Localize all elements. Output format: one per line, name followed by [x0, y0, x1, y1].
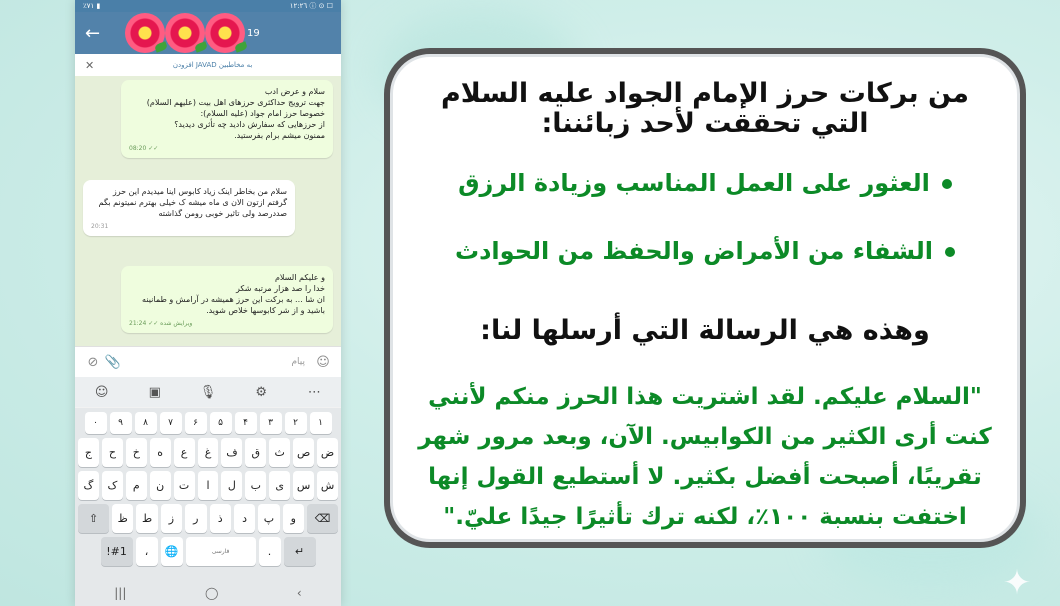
add-contact-link[interactable]: افزودن JAVAD به مخاطبین [172, 61, 253, 69]
message-line: ان شا ... به برکت این حرز همیشه در آرامش و طمانینه باشید و از شر کابوسها خلاص شوید. [142, 295, 325, 315]
key[interactable]: د [234, 504, 255, 533]
benefit-item [393, 169, 1017, 197]
paperclip-icon[interactable]: 📎 [104, 354, 122, 370]
benefit-text: العثور على العمل المناسب وزيادة الرزق [458, 169, 930, 197]
key[interactable]: ف [221, 438, 242, 467]
key[interactable]: ۵ [210, 412, 232, 434]
message-line: جهت ترویج حداکثری حرزهای اهل بیت (علیهم السلام) خصوصا حرز امام جواد (علیه السلام): [146, 98, 325, 118]
keyboard-row-1 [78, 438, 338, 467]
message-input[interactable]: پیام [291, 357, 305, 367]
message-line: ممنون میشم برام بفرستید. [234, 131, 325, 140]
phone-screenshot [75, 0, 341, 606]
key[interactable]: ط [136, 504, 157, 533]
microphone-icon[interactable]: 🎙 [199, 384, 217, 400]
back-nav-icon[interactable]: ‹ [296, 586, 302, 600]
key[interactable]: و [283, 504, 304, 533]
keyboard-row-2 [78, 471, 338, 500]
card-title-line: التي تحققت لأحد زبائننا: [541, 108, 869, 139]
hibiscus-stickers [125, 13, 245, 53]
language-icon[interactable]: 🌐 [161, 537, 183, 566]
message-bubble-incoming[interactable] [83, 180, 295, 236]
status-clock: ١٢:٢٦ ⓘ ⊙ ☐ [289, 2, 333, 10]
space-key[interactable]: فارسی [186, 537, 256, 566]
add-contact-bar [75, 54, 341, 77]
key[interactable]: ع [174, 438, 195, 467]
key[interactable]: ۸ [135, 412, 157, 434]
backspace-key[interactable]: ⌫ [307, 504, 338, 533]
key[interactable]: ا [198, 471, 219, 500]
testimonial-card [390, 54, 1020, 542]
key[interactable]: ۱ [310, 412, 332, 434]
keyboard-row-4 [78, 537, 338, 566]
key[interactable]: گ [78, 471, 99, 500]
message-line: سلام من بخاطر اینک زیاد کابوس اینا میدیدم این حرز گرفتم ازتون الان ی ماه میشه ک خیلی بهترم نمیتونم بگم صددرصد ولی تاثیر خوبی رومن گذاشته [98, 187, 287, 218]
key[interactable]: ه [150, 438, 171, 467]
key[interactable]: ص [293, 438, 314, 467]
emoji-icon[interactable]: ☺ [316, 354, 330, 370]
message-time: 21:24 ✓✓ ویرایش شده [129, 320, 193, 327]
chat-header [75, 12, 341, 54]
key[interactable]: ی [269, 471, 290, 500]
benefit-text: الشفاء من الأمراض والحفظ من الحوادث [455, 237, 933, 265]
key[interactable]: م [126, 471, 147, 500]
customer-quote: "السلام عليكم. لقد اشتريت هذا الحرز منكم لأنني كنت أرى الكثير من الكوابيس. الآن، وبعد مرور شهر تقريبًا، أصبحت أفضل بكثير. لا أستطيع القول إنها اختفت بنسبة ١٠٠٪، لكنه ترك تأثيرًا جيدًا عليّ." [418, 384, 992, 530]
testimonial-card-frame [384, 48, 1026, 548]
settings-icon[interactable]: ⚙ [255, 384, 267, 400]
more-icon[interactable]: ⋯ [307, 384, 321, 400]
header-title[interactable]: 19 [247, 27, 260, 39]
benefit-item [393, 237, 1017, 265]
keyboard-row-3 [78, 504, 338, 533]
message-heading: وهذه هي الرسالة التي أرسلها لنا: [480, 315, 930, 346]
key[interactable]: ب [245, 471, 266, 500]
key[interactable]: خ [126, 438, 147, 467]
key[interactable]: ز [161, 504, 182, 533]
recent-apps-icon[interactable]: ||| [114, 586, 127, 600]
key[interactable]: ۳ [260, 412, 282, 434]
close-icon[interactable]: ✕ [85, 58, 95, 72]
message-line: خدا را صد هزار مرتبه شکر [235, 284, 325, 293]
key[interactable]: ذ [210, 504, 231, 533]
key[interactable]: ق [245, 438, 266, 467]
attach-icon[interactable]: ⊘ [87, 354, 99, 370]
status-bar [75, 0, 341, 12]
shift-key[interactable]: ⇧ [78, 504, 109, 533]
key[interactable]: ض [317, 438, 338, 467]
key[interactable]: س [293, 471, 314, 500]
home-icon[interactable]: ◯ [204, 586, 219, 600]
card-title [393, 79, 1017, 139]
keyboard [75, 408, 341, 580]
dot-key[interactable]: . [259, 537, 281, 566]
android-nav-bar [75, 580, 341, 606]
keyboard-number-row [78, 412, 338, 434]
message-bubble-outgoing[interactable] [121, 266, 333, 333]
hibiscus-icon [205, 13, 245, 53]
key[interactable]: ش [317, 471, 338, 500]
key[interactable]: ۰ [85, 412, 107, 434]
key[interactable]: ۲ [285, 412, 307, 434]
key[interactable]: غ [198, 438, 219, 467]
key[interactable]: ۴ [235, 412, 257, 434]
key[interactable]: ث [269, 438, 290, 467]
chat-area[interactable] [75, 76, 341, 346]
message-line: از حرزهایی که سفارش دادید چه تأثری دیدید؟ [174, 120, 325, 129]
key[interactable]: ر [185, 504, 206, 533]
key[interactable]: ج [78, 438, 99, 467]
sticker-icon[interactable]: ▣ [148, 384, 161, 400]
bullet-icon [942, 179, 952, 189]
key[interactable]: ح [102, 438, 123, 467]
key[interactable]: ت [174, 471, 195, 500]
key[interactable]: ک [102, 471, 123, 500]
key[interactable]: ۷ [160, 412, 182, 434]
bullet-icon [945, 247, 955, 257]
message-line: و علیکم السلام [274, 273, 325, 282]
message-line: سلام و عرض ادب [264, 87, 325, 96]
enter-key[interactable]: ↵ [284, 537, 316, 566]
back-arrow-icon[interactable]: ← [85, 22, 101, 44]
key[interactable]: ۶ [185, 412, 207, 434]
key[interactable]: ن [150, 471, 171, 500]
message-time: 08:20 ✓✓ [129, 145, 159, 152]
key[interactable]: ۹ [110, 412, 132, 434]
comma-key[interactable]: ، [136, 537, 158, 566]
message-bubble-outgoing[interactable] [121, 80, 333, 158]
message-input-row [75, 346, 341, 377]
keyboard-toolbar [75, 377, 341, 407]
key[interactable]: ظ [112, 504, 133, 533]
sparkle-icon: ✦ [1002, 563, 1032, 603]
key[interactable]: پ [258, 504, 279, 533]
card-title-line: من بركات حرز الإمام الجواد عليه السلام [440, 78, 970, 109]
symbols-key[interactable]: !#1 [101, 537, 133, 566]
hibiscus-icon [125, 13, 165, 53]
emoji-keyboard-icon[interactable]: ☺ [94, 384, 109, 400]
message-time: 20:31 [91, 223, 109, 230]
hibiscus-icon [165, 13, 205, 53]
key[interactable]: ل [221, 471, 242, 500]
status-battery: ٪٧١ ▮ [83, 2, 101, 10]
